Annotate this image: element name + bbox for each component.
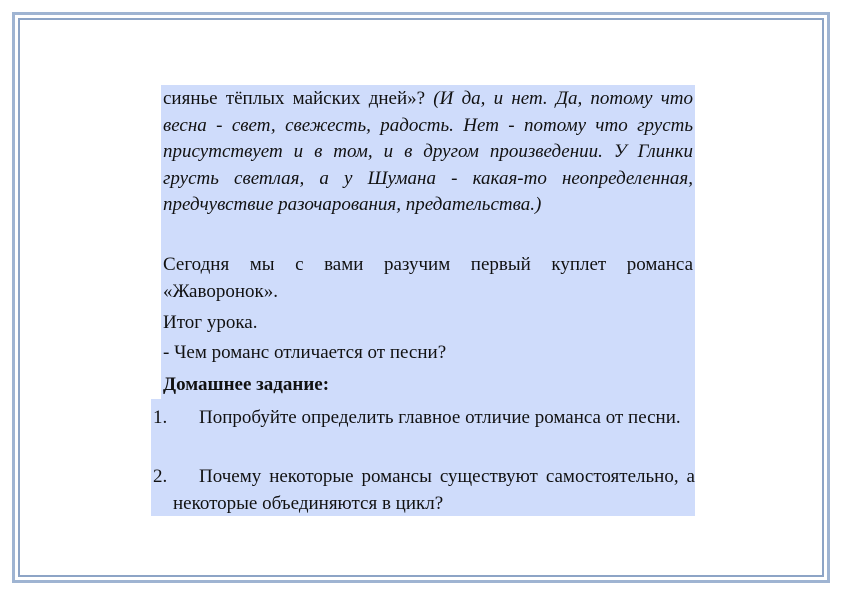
homework-item-1	[153, 404, 695, 431]
homework-item-text: Почему некоторые романсы существуют самостоятельно, а некоторые объединяются в цикл?	[173, 466, 695, 514]
homework-item-number: 1.	[153, 407, 168, 428]
paragraph-question: - Чем романс отличается от песни?	[163, 342, 447, 363]
paragraph-question-answer	[163, 86, 693, 219]
paragraph-lesson-summary: Итог урока.	[163, 312, 258, 333]
paragraph-question-tail: сиянье тёплых майских дней»?	[163, 88, 426, 109]
paragraph-lesson-plan: Сегодня мы с вами разучим первый куплет романса «Жаворонок».	[163, 254, 693, 302]
homework-item-number: 2.	[153, 466, 168, 487]
homework-heading: Домашнее задание:	[163, 374, 330, 395]
homework-item-2	[153, 463, 695, 517]
paragraph-answer-italic: (И да, и нет. Да, потому что весна - свет, свежесть, радость. Нет - потому что грусть присутствует и в том, и в другом произведении. У Глинки грусть светлая, а у Шумана - какая-то неопределенная, предчувствие разочарования, предательства.)	[163, 88, 693, 215]
homework-item-text: Попробуйте определить главное отличие романса от песни.	[199, 407, 681, 428]
